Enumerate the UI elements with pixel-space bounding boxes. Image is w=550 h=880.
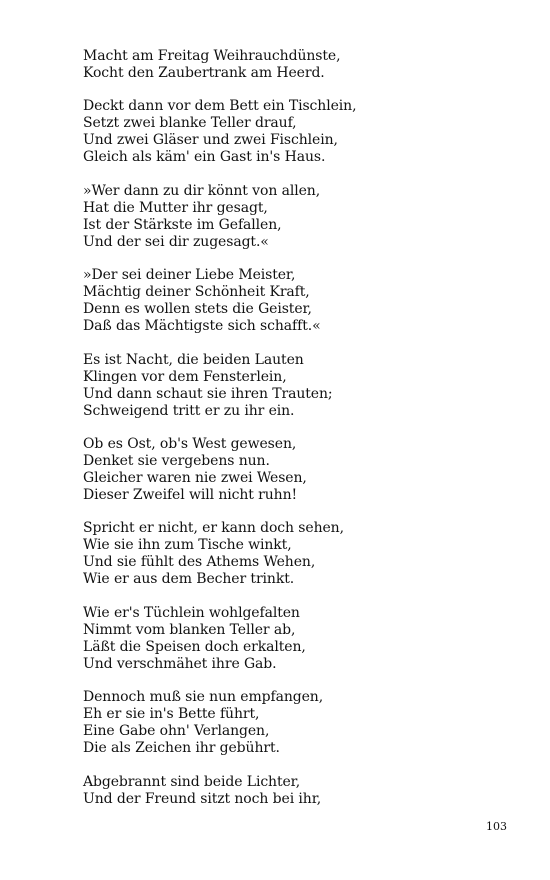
poem-line: Wie er aus dem Becher trinkt.	[83, 571, 295, 588]
stanza-5	[83, 352, 503, 420]
poem-line: Ist der Stärkste im Gefallen,	[83, 216, 282, 233]
poem-line: Wie sie ihn zum Tische winkt,	[83, 537, 292, 554]
stanza-10	[83, 774, 503, 808]
poem-line: Und dann schaut sie ihren Trauten;	[83, 385, 333, 402]
poem-line: Es ist Nacht, die beiden Lauten	[83, 351, 304, 368]
poem-line: Klingen vor dem Fensterlein,	[83, 368, 287, 385]
poem-line: Und verschmähet ihre Gab.	[83, 655, 277, 672]
poem-line: Gleich als käm' ein Gast in's Haus.	[83, 149, 326, 166]
stanza-7	[83, 520, 503, 588]
poem-line: »Wer dann zu dir könnt von allen,	[83, 182, 321, 199]
poem-line: Nimmt vom blanken Teller ab,	[83, 621, 296, 638]
stanza-1	[83, 48, 503, 82]
poem-line: Dennoch muß sie nun empfangen,	[83, 689, 324, 706]
stanza-9	[83, 689, 503, 757]
poem-line: Setzt zwei blanke Teller drauf,	[83, 115, 297, 132]
poem-line: Denn es wollen stets die Geister,	[83, 301, 312, 318]
stanza-4	[83, 267, 503, 335]
poem-line: Hat die Mutter ihr gesagt,	[83, 199, 268, 216]
poem-line: Abgebrannt sind beide Lichter,	[83, 773, 301, 790]
poem-line: Macht am Freitag Weihrauchdünste,	[83, 48, 341, 64]
poem-line: Kocht den Zaubertrank am Heerd.	[83, 65, 325, 81]
poem-line: Schweigend tritt er zu ihr ein.	[83, 402, 295, 419]
poem-line: Und der Freund sitzt noch bei ihr,	[83, 790, 322, 807]
stanza-2	[83, 98, 503, 166]
poem-line: Und sie fühlt des Athems Wehen,	[83, 554, 316, 571]
poem-text	[83, 48, 503, 824]
poem-line: Eh er sie in's Bette führt,	[83, 706, 260, 723]
poem-line: Die als Zeichen ihr gebührt.	[83, 740, 280, 757]
poem-line: Denket sie vergebens nun.	[83, 452, 270, 469]
poem-line: Daß das Mächtigste sich schafft.«	[83, 318, 321, 335]
poem-line: Eine Gabe ohn' Verlangen,	[83, 723, 270, 740]
poem-line: Gleicher waren nie zwei Wesen,	[83, 469, 307, 486]
poem-line: Spricht er nicht, er kann doch sehen,	[83, 520, 344, 537]
page-number: 103	[486, 820, 507, 833]
poem-line: Ob es Ost, ob's West gewesen,	[83, 435, 297, 452]
poem-line: Deckt dann vor dem Bett ein Tischlein,	[83, 98, 357, 115]
stanza-8	[83, 605, 503, 673]
stanza-3	[83, 183, 503, 251]
poem-line: Dieser Zweifel will nicht ruhn!	[83, 486, 298, 503]
poem-line: Und zwei Gläser und zwei Fischlein,	[83, 132, 338, 149]
poem-line: Wie er's Tüchlein wohlgefalten	[83, 604, 300, 621]
poem-line: Läßt die Speisen doch erkalten,	[83, 638, 306, 655]
poem-line: Mächtig deiner Schönheit Kraft,	[83, 284, 310, 301]
stanza-6	[83, 436, 503, 504]
poem-line: Und der sei dir zugesagt.«	[83, 233, 269, 250]
poem-line: »Der sei deiner Liebe Meister,	[83, 267, 296, 284]
